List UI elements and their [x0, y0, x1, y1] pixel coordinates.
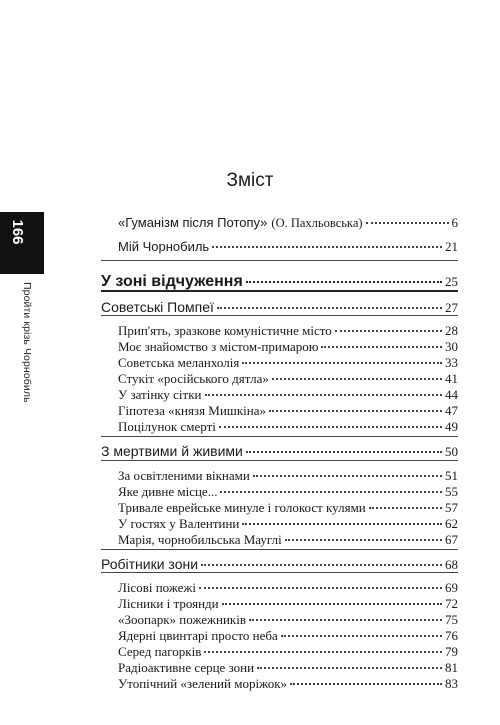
- dot-leader: [321, 333, 442, 348]
- section-title: Стукіт «російського дятла»: [118, 371, 269, 386]
- toc-heading: Зміст: [226, 170, 274, 191]
- dot-leader: [242, 510, 442, 525]
- divider: [101, 260, 458, 261]
- dot-leader: [272, 365, 442, 380]
- section-title: Прип'ять, зразкове комуністичне місто: [118, 323, 332, 338]
- section-title: Моє знайомство з містом-примарою: [118, 339, 319, 354]
- dot-leader: [220, 478, 442, 493]
- toc-chapter[interactable]: [101, 296, 458, 316]
- dot-leader: [246, 437, 442, 453]
- dot-leader: [249, 606, 442, 621]
- entry-page: 41: [445, 371, 458, 386]
- dot-leader: [335, 317, 442, 332]
- dot-leader: [205, 381, 443, 396]
- entry-title: «Гуманізм після Потопу»: [118, 215, 268, 230]
- section-title: У затінку сітки: [118, 387, 202, 402]
- toc-section[interactable]: [118, 416, 458, 435]
- toc-chapter[interactable]: [101, 440, 458, 460]
- entry-page: 47: [445, 403, 458, 418]
- divider: [101, 460, 458, 461]
- dot-leader: [217, 293, 442, 309]
- dot-leader: [269, 397, 442, 412]
- section-title: Марія, чорнобильська Мауглі: [118, 532, 282, 547]
- dot-leader: [222, 590, 442, 605]
- dot-leader: [219, 413, 442, 428]
- part-title: У зоні відчуження: [101, 273, 243, 290]
- dot-leader: [246, 265, 442, 283]
- dot-leader: [201, 550, 442, 566]
- entry-page: 69: [445, 580, 458, 595]
- section-title: «Зоопарк» пожежників: [118, 612, 246, 627]
- entry-page: 62: [445, 516, 458, 531]
- page-tab-notch: [30, 256, 44, 274]
- entry-page: 79: [445, 644, 458, 659]
- entry-page: 51: [445, 468, 458, 483]
- section-title: За освітленими вікнами: [118, 468, 250, 483]
- divider: [101, 572, 458, 573]
- section-title: У гостях у Валентини: [118, 516, 240, 531]
- entry-author: (О. Пахльовська): [271, 216, 363, 230]
- entry-page: 28: [445, 323, 458, 338]
- entry-page: 81: [445, 660, 458, 675]
- section-title: Тривале еврейське минуле і голокост кулями: [118, 500, 366, 515]
- entry-page: 83: [445, 676, 458, 691]
- dot-leader: [199, 574, 442, 589]
- entry-page: 30: [445, 339, 458, 354]
- entry-page: 68: [445, 557, 458, 572]
- entry-page: 6: [451, 215, 458, 230]
- entry-page: 50: [445, 444, 458, 459]
- chapter-title: Робітники зони: [101, 556, 199, 572]
- entry-page: 76: [445, 628, 458, 643]
- dot-leader: [285, 526, 442, 541]
- toc-section[interactable]: [118, 529, 458, 548]
- entry-page: 67: [445, 532, 458, 547]
- running-book-title: Пройти крізь Чорнобиль: [21, 282, 33, 403]
- entry-page: 75: [445, 612, 458, 627]
- entry-page: 55: [445, 484, 458, 499]
- divider: [101, 290, 458, 292]
- dot-leader: [369, 494, 442, 509]
- dot-leader: [257, 654, 442, 669]
- entry-page: 57: [445, 500, 458, 515]
- dot-leader: [290, 670, 442, 685]
- section-title: Ядерні цвинтарі просто неба: [118, 628, 278, 643]
- dot-leader: [366, 209, 449, 224]
- dot-leader: [242, 349, 442, 364]
- section-title: Гіпотеза «князя Мишкіна»: [118, 403, 266, 418]
- section-title: Яке дивне місце...: [118, 484, 218, 499]
- dot-leader: [253, 462, 442, 477]
- entry-page: 49: [445, 419, 458, 434]
- dot-leader: [212, 233, 442, 248]
- section-title: Лісники і троянди: [118, 596, 219, 611]
- dot-leader: [204, 638, 442, 653]
- toc-entry-intro[interactable]: [118, 236, 458, 255]
- chapter-title: Советські Помпеї: [101, 299, 214, 315]
- entry-page: 25: [445, 274, 458, 289]
- entry-page: 72: [445, 596, 458, 611]
- section-title: Советська меланхолія: [118, 355, 240, 370]
- section-title: Поцілунок смерті: [118, 419, 216, 434]
- dot-leader: [281, 622, 442, 637]
- entry-page: 33: [445, 355, 458, 370]
- entry-page: 21: [445, 239, 458, 254]
- entry-title: Мій Чорнобиль: [118, 239, 210, 254]
- page-number: 166: [9, 219, 26, 245]
- section-title: Серед пагорків: [118, 644, 202, 659]
- chapter-title: З мертвими й живими: [101, 443, 243, 459]
- entry-page: 27: [445, 300, 458, 315]
- divider: [101, 315, 458, 316]
- toc-section[interactable]: [118, 673, 458, 692]
- section-title: Утопічний «зелений моріжок»: [118, 676, 288, 691]
- section-title: Лісові пожежі: [118, 580, 197, 595]
- entry-page: 44: [445, 387, 458, 402]
- toc-part[interactable]: [101, 268, 458, 291]
- toc-entry-intro[interactable]: [118, 212, 458, 231]
- toc-chapter[interactable]: [101, 553, 458, 573]
- section-title: Радіоактивне серце зони: [118, 660, 255, 675]
